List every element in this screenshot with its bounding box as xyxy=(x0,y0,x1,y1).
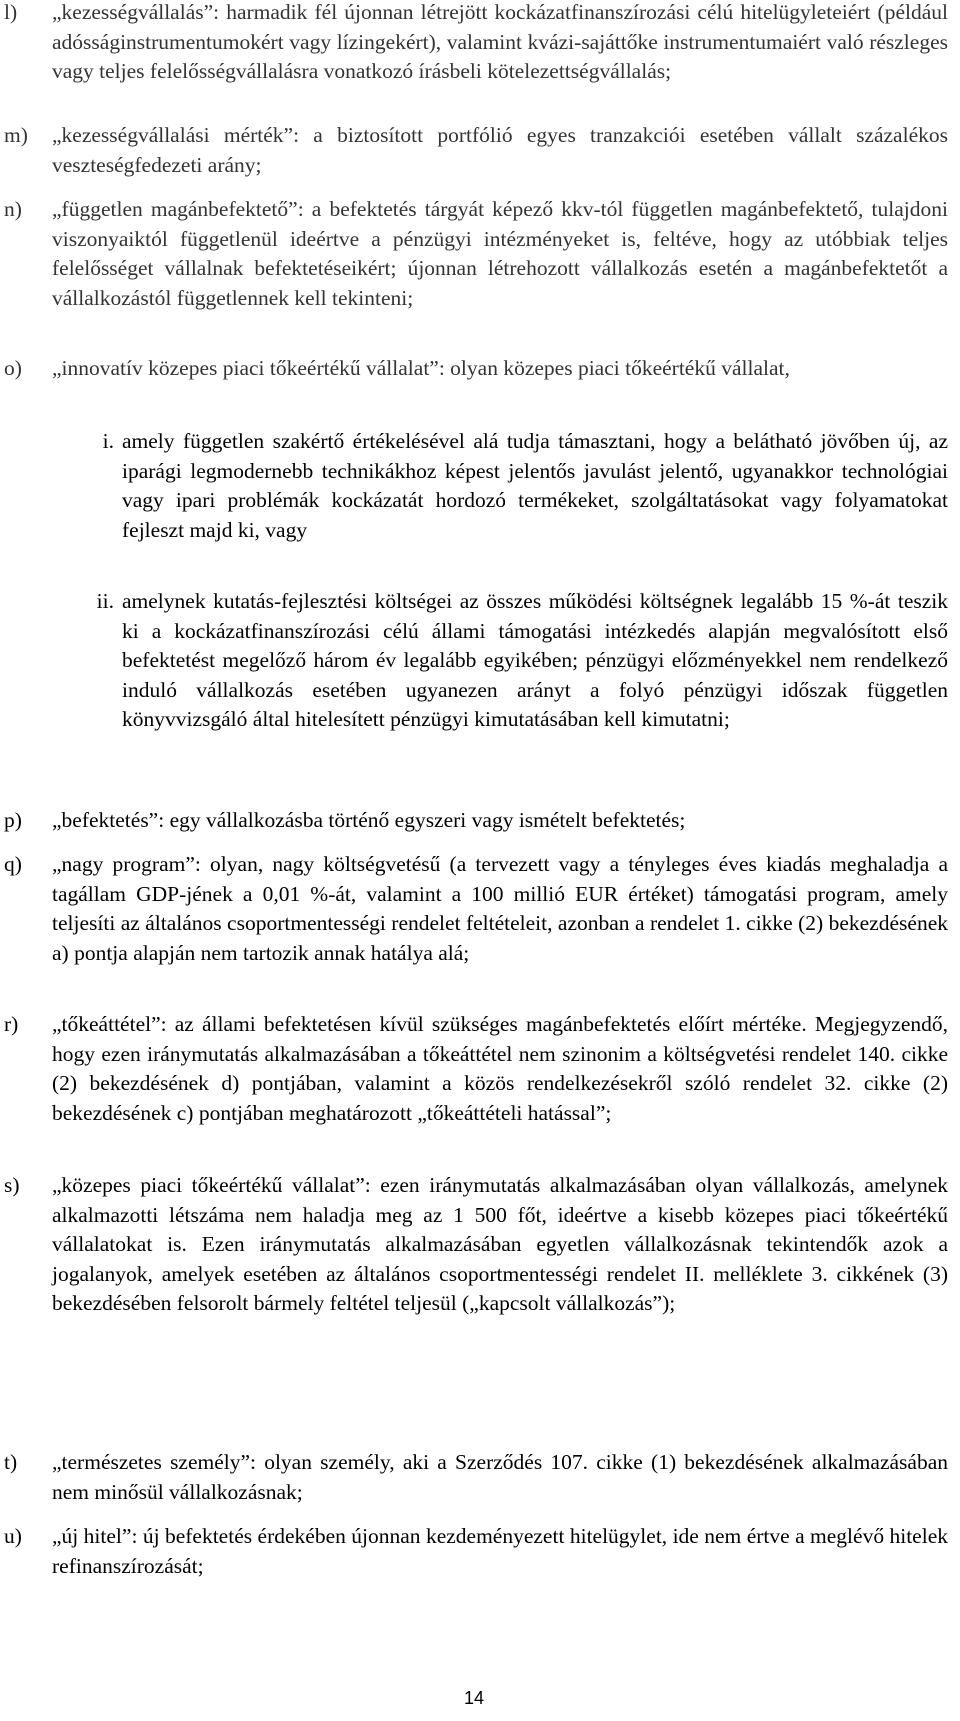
definition-label: m) xyxy=(4,123,28,147)
subitem-text: amelynek kutatás-fejlesztési költségei az összes működési költségnek legalább 15 %-át teszik ki a kockázatfinanszírozási célú állami támogatási intézkedés alapján megvalósított első befektetést megelőző három év legalább egyikében; pénzügyi előzményekkel nem rendelkező induló vállalkozás esetében ugyanezen arányt a folyó pénzügyi időszak független könyvvizsgáló által hitelesített pénzügyi kimutatásában kell kimutatni; xyxy=(122,589,948,731)
definition-text: „tőkeáttétel”: az állami befektetésen kívül szükséges magánbefektetés előírt mértéke. Megjegyzendő, hogy ezen iránymutatás alkalmazásában a tőkeáttétel nem szinonim a költségvetési rendelet 140. cikke (2) bekezdésének d) pontjában, valamint a közös rendelkezésekről szóló rendelet 32. cikke (2) bekezdésének c) pontjában meghatározott „tőkeáttételi hatással”; xyxy=(52,1012,948,1125)
definition-label: p) xyxy=(4,808,22,832)
definition-l xyxy=(0,0,948,87)
definition-label: q) xyxy=(4,852,22,876)
definition-text: „független magánbefektető”: a befektetés tárgyát képező kkv-tól független magánbefektető, tulajdoni viszonyaiktól függetlenül ideértve a pénzügyi intézményeket is, feltéve, hogy az utóbbiak teljes felelősséget vállalnak befektetéseikért; újonnan létrehozott vállalkozás esetén a magánbefektetőt a vállalkozástól függetlennek kell tekinteni; xyxy=(52,197,948,310)
definition-label: l) xyxy=(4,0,18,24)
subitem-ii xyxy=(52,587,948,735)
subitem-i xyxy=(52,427,948,545)
definition-m xyxy=(0,121,948,180)
definition-text: „befektetés”: egy vállalkozásba történő egyszeri vagy ismételt befektetés; xyxy=(52,808,686,832)
definition-label: o) xyxy=(4,356,22,380)
definition-q xyxy=(0,850,948,968)
definition-p xyxy=(0,806,948,836)
definition-label: t) xyxy=(4,1450,18,1474)
definition-text: „természetes személy”: olyan személy, aki a Szerződés 107. cikke (1) bekezdésének alkalmazásában nem minősül vállalkozásnak; xyxy=(52,1450,948,1504)
definition-s xyxy=(0,1171,948,1319)
definition-label: s) xyxy=(4,1173,20,1197)
definition-t xyxy=(0,1448,948,1507)
definition-text: „innovatív közepes piaci tőkeértékű vállalat”: olyan közepes piaci tőkeértékű vállalat, xyxy=(52,356,790,380)
definition-label: n) xyxy=(4,197,22,221)
definition-u xyxy=(0,1522,948,1581)
definition-n xyxy=(0,195,948,313)
definition-o xyxy=(0,354,948,384)
definition-text: „kezességvállalási mérték”: a biztosított portfólió egyes tranzakciói esetében vállalt százalékos veszteségfedezeti arány; xyxy=(52,123,948,177)
definition-text: „közepes piaci tőkeértékű vállalat”: ezen iránymutatás alkalmazásában olyan vállalkozás, amelynek alkalmazotti létszáma nem haladja meg az 1 500 főt, ideértve a kisebb közepes piaci tőkeértékű vállalatokat is. Ezen iránymutatás alkalmazásában egyetlen vállalkozásnak tekintendők azok a jogalanyok, amelyek esetében az általános csoportmentességi rendelet II. melléklete 3. cikkének (3) bekezdésében felsorolt bármely feltétel teljesül („kapcsolt vállalkozás”); xyxy=(52,1173,948,1315)
subitem-text: amely független szakértő értékelésével alá tudja támasztani, hogy a belátható jövőben új, az iparági legmodernebb technikákhoz képest jelentős javulást jelentő, ugyanakkor technológiai vagy ipari problémák kockázatát hordozó termékeket, szolgáltatásokat vagy folyamatokat fejleszt majd ki, vagy xyxy=(122,429,948,542)
definition-text: „nagy program”: olyan, nagy költségvetésű (a tervezett vagy a tényleges éves kiadás meghaladja a tagállam GDP-jének a 0,01 %-át, valamint a 100 millió EUR értéket) támogatási program, amely teljesíti az általános csoportmentességi rendelet feltételeit, azonban a rendelet 1. cikke (2) bekezdésének a) pontja alapján nem tartozik annak hatálya alá; xyxy=(52,852,948,965)
definition-label: u) xyxy=(4,1524,22,1548)
definition-r xyxy=(0,1010,948,1128)
definition-label: r) xyxy=(4,1012,19,1036)
definition-text: „új hitel”: új befektetés érdekében újonnan kezdeményezett hitelügylet, ide nem értve a meglévő hitelek refinanszírozását; xyxy=(52,1524,948,1578)
page-number: 14 xyxy=(463,1688,485,1708)
subitem-label: i. xyxy=(102,429,114,453)
subitem-label: ii. xyxy=(96,589,114,613)
definition-text: „kezességvállalás”: harmadik fél újonnan létrejött kockázatfinanszírozási célú hitelügyleteiért (például adósságinstrumentumokért vagy lízingekért), valamint kvázi-sajáttőke instrumentumaiért való részleges vagy teljes felelősségvállalásra vonatkozó írásbeli kötelezettségvállalás; xyxy=(52,0,948,83)
